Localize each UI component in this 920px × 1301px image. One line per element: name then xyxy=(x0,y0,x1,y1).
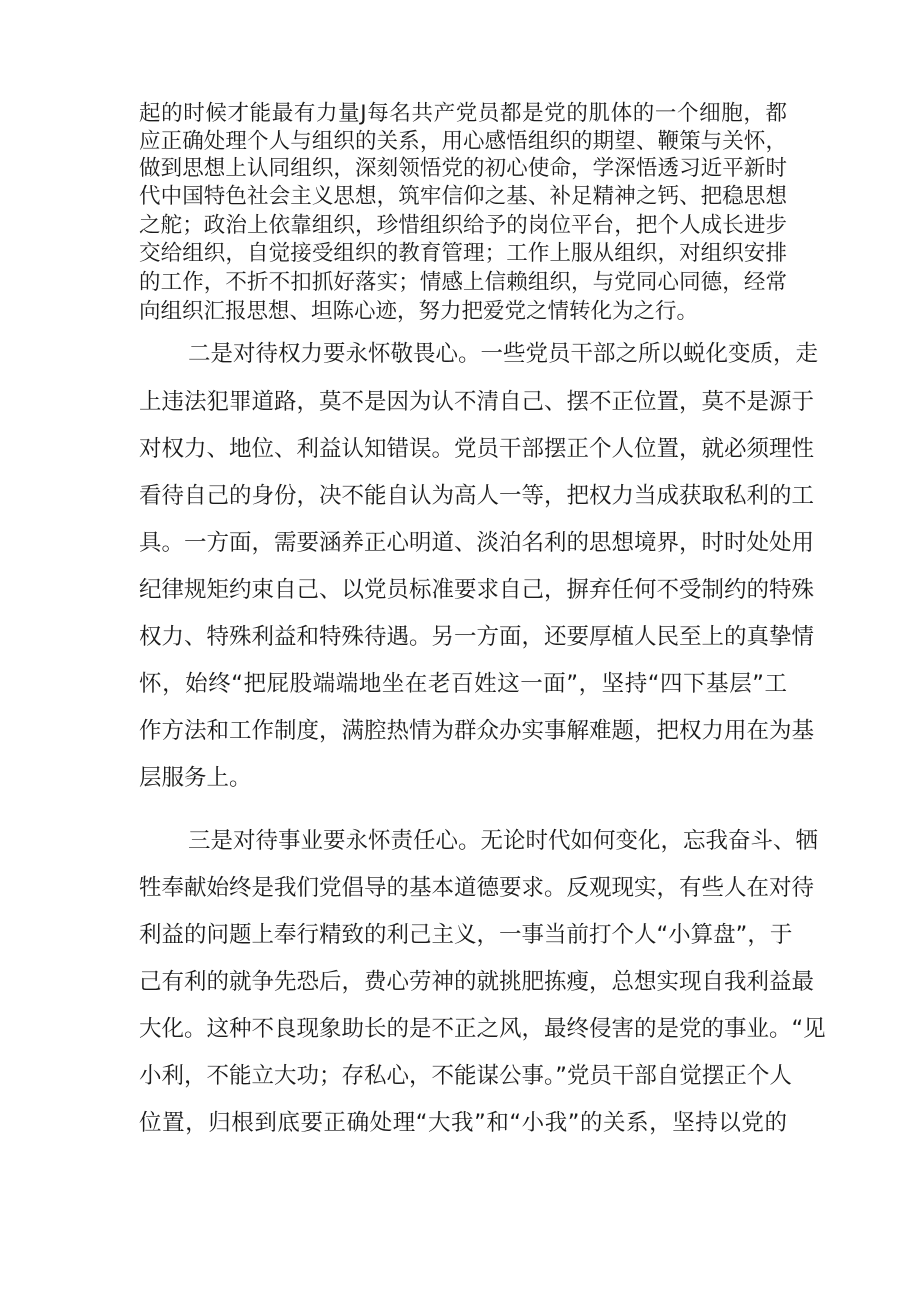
paragraph-line: 对权力、地位、利益认知错误。党员干部摆正个人位置，就必须理性 xyxy=(139,436,815,462)
paragraph-line: 之舵；政治上依靠组织，珍惜组织给予的岗位平台，把个人成长进步 xyxy=(139,213,787,238)
paragraph-line: 权力、特殊利益和特殊待遇。另一方面，还要厚植人民至上的真挚情 xyxy=(139,624,815,650)
paragraph-line: 小利，不能立大功；存私心，不能谋公事。”党员干部自觉摆正个人 xyxy=(139,1063,792,1089)
paragraph-line: 层服务上。 xyxy=(139,765,252,791)
paragraph-line: 向组织汇报思想、坦陈心迹，努力把爱党之情转化为之行。 xyxy=(139,299,699,324)
paragraph-line: 做到思想上认同组织，深刻领悟党的初心使命，学深悟透习近平新时 xyxy=(139,156,787,181)
paragraph-line: 位置，归根到底要正确处理“大我”和“小我”的关系，坚持以党的 xyxy=(139,1110,787,1136)
paragraph-line: 起的时候才能最有力量J每名共产党员都是党的肌体的一个细胞，都 xyxy=(139,101,787,126)
paragraph-line: 纪律规矩约束自己、以党员标准要求自己，摒弃任何不受制约的特殊 xyxy=(139,577,815,603)
paragraph-line: 大化。这种不良现象助长的是不正之风，最终侵害的是党的事业。“见 xyxy=(139,1016,826,1042)
paragraph-line: 牲奉献始终是我们党倡导的基本道德要求。反观现实，有些人在对待 xyxy=(139,875,815,901)
paragraph-line: 怀，始终“把屁股端端地坐在老百姓这一面”，坚持“四下基层”工 xyxy=(139,671,787,697)
paragraph-line: 交给组织，自觉接受组织的教育管理；工作上服从组织，对组织安排 xyxy=(139,241,787,266)
paragraph-line: 具。一方面，需要涵养正心明道、淡泊名利的思想境界，时时处处用 xyxy=(139,530,815,556)
paragraph-line: 看待自己的身份，决不能自认为高人一等，把权力当成获取私利的工 xyxy=(139,483,815,509)
paragraph-line: 作方法和工作制度，满腔热情为群众办实事解难题，把权力用在为基 xyxy=(139,718,815,744)
paragraph-line: 代中国特色社会主义思想，筑牢信仰之基、补足精神之钙、把稳思想 xyxy=(139,184,787,209)
paragraph-line: 利益的问题上奉行精致的利己主义，一事当前打个人“小算盘”，于 xyxy=(139,922,793,948)
paragraph-line: 三是对待事业要永怀责任心。无论时代如何变化，忘我奋斗、牺 xyxy=(188,828,819,854)
paragraph-line: 己有利的就争先恐后，费心劳神的就挑肥拣瘦，总想实现自我利益最 xyxy=(139,969,815,995)
paragraph-line: 应正确处理个人与组织的关系，用心感悟组织的期望、鞭策与关怀， xyxy=(139,129,787,154)
paragraph-line: 的工作，不折不扣抓好落实；情感上信赖组织，与党同心同德，经常 xyxy=(139,270,787,295)
paragraph-line: 二是对待权力要永怀敬畏心。一些党员干部之所以蜕化变质，走 xyxy=(188,341,819,367)
paragraph-line: 上违法犯罪道路，莫不是因为认不清自己、摆不正位置，莫不是源于 xyxy=(139,389,815,415)
